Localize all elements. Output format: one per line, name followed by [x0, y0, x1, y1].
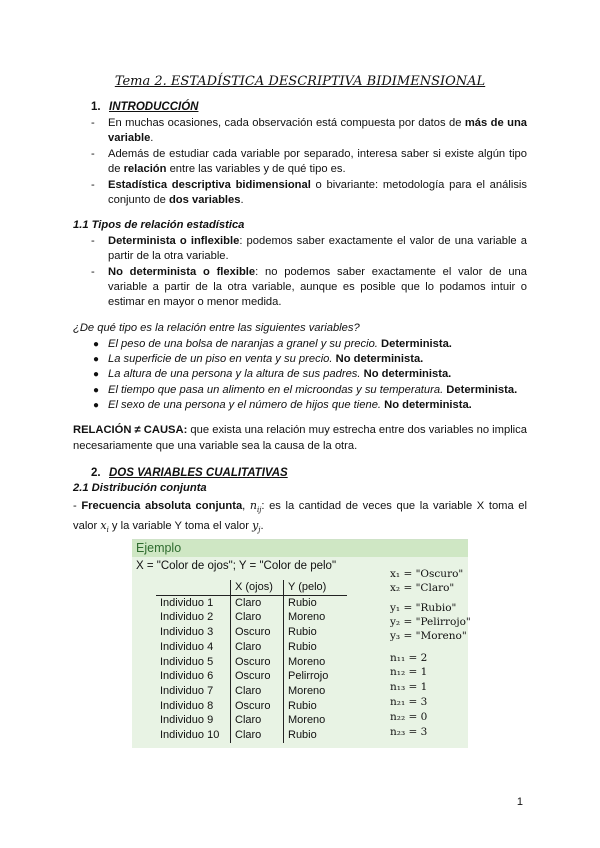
note-n12: n₁₂ = 1	[390, 666, 428, 678]
example-item: ● El sexo de una persona y el número de hijos que tiene. No determinista.	[93, 398, 472, 411]
table-cell: Claro	[231, 728, 284, 743]
table-cell: Rubio	[284, 699, 348, 714]
table-header: X (ojos)	[231, 580, 284, 595]
table-row	[156, 669, 347, 684]
section-heading-cualitativas: 2. DOS VARIABLES CUALITATIVAS	[91, 467, 288, 479]
table-row	[156, 610, 347, 625]
note-y2: y₂ = "Pelirrojo"	[390, 616, 471, 628]
table-cell: Rubio	[284, 595, 348, 610]
table-cell: Individuo 8	[160, 699, 214, 712]
table-cell: Moreno	[284, 655, 348, 670]
table-cell: Claro	[231, 713, 284, 728]
table-header-row	[156, 580, 347, 595]
intro-item: - En muchas ocasiones, cada observación está compuesta por datos de más de una variable.	[91, 117, 527, 144]
example-definition: X = "Color de ojos"; Y = "Color de pelo"	[136, 560, 337, 572]
table-cell: Claro	[231, 610, 284, 625]
table-cell: Oscuro	[231, 699, 284, 714]
table-row	[156, 595, 347, 610]
table-cell: Individuo 9	[160, 714, 214, 727]
table-cell: Individuo 10	[160, 729, 220, 742]
note-n13: n₁₃ = 1	[390, 681, 428, 693]
example-item: ● El tiempo que pasa un alimento en el microondas y su temperatura. Determinista.	[93, 383, 518, 396]
table-cell: Individuo 5	[160, 655, 214, 668]
table-row	[156, 728, 347, 743]
note-x2: x₂ = "Claro"	[390, 582, 455, 594]
table-cell: Oscuro	[231, 655, 284, 670]
table-cell: Moreno	[284, 684, 348, 699]
tipos-item: - Determinista o inflexible: podemos saber exactamente el valor de una variable a partir de la otra variable.	[91, 235, 527, 262]
section-heading-tipos: 1.1 Tipos de relación estadística	[73, 219, 245, 231]
table-row	[156, 625, 347, 640]
example-item: ● La superficie de un piso en venta y su precio. No determinista.	[93, 353, 424, 366]
table-cell: Rubio	[284, 728, 348, 743]
table-cell: Claro	[231, 640, 284, 655]
table-cell: Claro	[231, 595, 284, 610]
example-item: ● La altura de una persona y la altura de sus padres. No determinista.	[93, 368, 452, 381]
intro-list	[91, 116, 527, 209]
intro-item: - Además de estudiar cada variable por separado, interesa saber si existe algún tipo de relación entre las variables y de qué tipo es.	[91, 148, 527, 175]
note-n11: n₁₁ = 2	[390, 652, 428, 664]
table-row	[156, 713, 347, 728]
page-number: 1	[516, 796, 523, 808]
examples-list	[91, 337, 531, 413]
table-cell: Oscuro	[231, 669, 284, 684]
table-cell: Individuo 3	[160, 626, 214, 639]
table-cell: Individuo 2	[160, 611, 214, 624]
note-x1: x₁ = "Oscuro"	[390, 568, 464, 580]
table-cell: Pelirrojo	[284, 669, 348, 684]
table-row	[156, 699, 347, 714]
table-cell: Moreno	[284, 610, 348, 625]
tipos-list	[91, 234, 527, 311]
table-cell: Individuo 6	[160, 670, 214, 683]
section-heading-introduccion: 1. INTRODUCCIÓN	[91, 101, 199, 113]
example-header: Ejemplo	[132, 540, 468, 557]
table-cell: Rubio	[284, 640, 348, 655]
intro-item: - Estadística descriptiva bidimensional o bivariante: metodología para el análisis conjunto de dos variables.	[91, 179, 527, 206]
example-item: ● El peso de una bolsa de naranjas a granel y su precio. Determinista.	[93, 338, 452, 350]
table-cell: Individuo 1	[160, 596, 214, 609]
table-cell: Oscuro	[231, 625, 284, 640]
note-n23: n₂₃ = 3	[390, 726, 428, 738]
table-header: Y (pelo)	[284, 580, 348, 595]
table-cell: Individuo 7	[160, 684, 214, 697]
section-heading-distribucion: 2.1 Distribución conjunta	[73, 482, 207, 494]
note-y3: y₃ = "Moreno"	[390, 630, 467, 642]
table-row	[156, 655, 347, 670]
table-row	[156, 640, 347, 655]
note-n21: n₂₁ = 3	[390, 696, 428, 708]
table-row	[156, 684, 347, 699]
question-text: ¿De qué tipo es la relación entre las siguientes variables?	[73, 322, 360, 334]
example-table	[156, 580, 347, 743]
table-cell: Moreno	[284, 713, 348, 728]
note-y1: y₁ = "Rubio"	[390, 602, 457, 614]
table-header	[156, 580, 231, 595]
table-cell: Individuo 4	[160, 640, 214, 653]
relacion-causa-paragraph: RELACIÓN ≠ CAUSA: que exista una relación muy estrecha entre dos variables no implica necesariamente que una variable sea la causa de la otra.	[73, 424, 527, 452]
note-n22: n₂₂ = 0	[390, 711, 428, 723]
table-cell: Claro	[231, 684, 284, 699]
page-title: Tema 2. ESTADÍSTICA DESCRIPTIVA BIDIMENSIONAL	[114, 74, 486, 89]
example-box	[132, 539, 471, 748]
frecuencia-paragraph: - Frecuencia absoluta conjunta, $n_{ij}$: es la cantidad de veces que la variable X toma el valor $x_i$ y la variable Y toma el valor $y_j$.	[73, 499, 527, 534]
table-cell: Rubio	[284, 625, 348, 640]
tipos-item: - No determinista o flexible: no podemos saber exactamente el valor de una variable a partir de la otra variable, aunque es posible que lo podamos intuir o estimar en mayor o menor medida.	[91, 266, 527, 308]
